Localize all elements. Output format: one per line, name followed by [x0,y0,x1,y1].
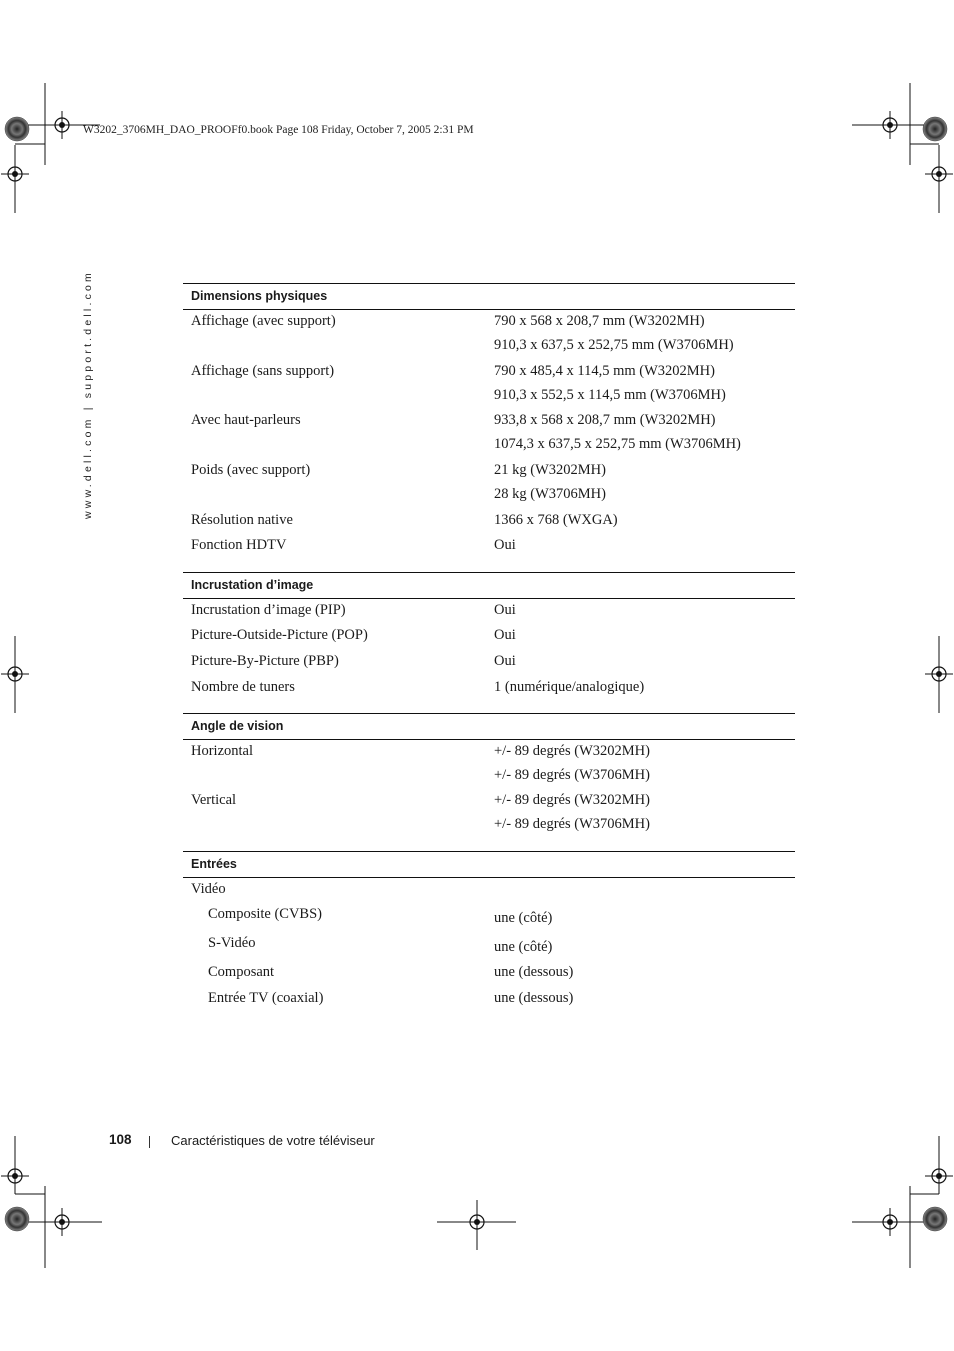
spec-value: une (dessous) [494,990,574,1006]
section-dimensions [183,283,795,553]
spec-value: 28 kg (W3706MH) [494,486,606,502]
spec-value: 1 (numérique/analogique) [494,679,645,695]
section-title: Entrées [183,851,795,878]
spec-value: 1366 x 768 (WXGA) [494,512,618,528]
spec-value: 21 kg (W3202MH) [494,462,606,478]
spec-label: Entrée TV (coaxial) [208,990,324,1006]
spec-value: Oui [494,653,516,669]
spec-value: 790 x 568 x 208,7 mm (W3202MH) [494,313,705,329]
spec-value: +/- 89 degrés (W3706MH) [494,816,650,832]
spec-value: une (dessous) [494,964,574,980]
spec-value: Oui [494,537,516,553]
section-inputs [183,851,795,1006]
spec-label: Composant [208,964,275,980]
spec-value: Oui [494,627,516,643]
spec-label: Picture-By-Picture (PBP) [191,653,339,669]
spec-label: Vidéo [191,881,226,897]
spec-label: S-Vidéo [208,935,256,951]
spec-value: 933,8 x 568 x 208,7 mm (W3202MH) [494,412,716,428]
section-title: Angle de vision [183,713,795,740]
spec-label: Affichage (avec support) [191,313,336,329]
spec-value: une (côté) [494,939,553,955]
proof-header: W3202_3706MH_DAO_PROOFf0.book Page 108 Friday, October 7, 2005 2:31 PM [83,124,474,136]
section-title: Incrustation d’image [183,572,795,599]
side-url: www.dell.com | support.dell.com [82,270,94,519]
spec-label: Incrustation d’image (PIP) [191,602,346,618]
spec-value: une (côté) [494,910,553,926]
spec-label: Composite (CVBS) [208,906,322,922]
spec-label: Fonction HDTV [191,537,287,553]
spec-value: 790 x 485,4 x 114,5 mm (W3202MH) [494,363,715,379]
spec-label: Picture-Outside-Picture (POP) [191,627,368,643]
section-title: Dimensions physiques [183,283,795,310]
spec-label: Avec haut-parleurs [191,412,301,428]
footer-divider [149,1136,150,1148]
page-number: 108 [109,1132,132,1147]
spec-label: Résolution native [191,512,293,528]
spec-label: Poids (avec support) [191,462,311,478]
spec-value: +/- 89 degrés (W3706MH) [494,767,650,783]
section-pip [183,572,795,695]
spec-label: Vertical [191,792,237,808]
spec-label: Nombre de tuners [191,679,295,695]
chapter-title: Caractéristiques de votre téléviseur [171,1133,375,1148]
spec-value: +/- 89 degrés (W3202MH) [494,743,650,759]
spec-value: 910,3 x 552,5 x 114,5 mm (W3706MH) [494,387,726,403]
section-viewing-angle [183,713,795,832]
spec-label: Horizontal [191,743,254,759]
spec-value: Oui [494,602,516,618]
spec-value: 910,3 x 637,5 x 252,75 mm (W3706MH) [494,337,734,353]
spec-value: 1074,3 x 637,5 x 252,75 mm (W3706MH) [494,436,741,452]
spec-label: Affichage (sans support) [191,363,335,379]
spec-value: +/- 89 degrés (W3202MH) [494,792,650,808]
